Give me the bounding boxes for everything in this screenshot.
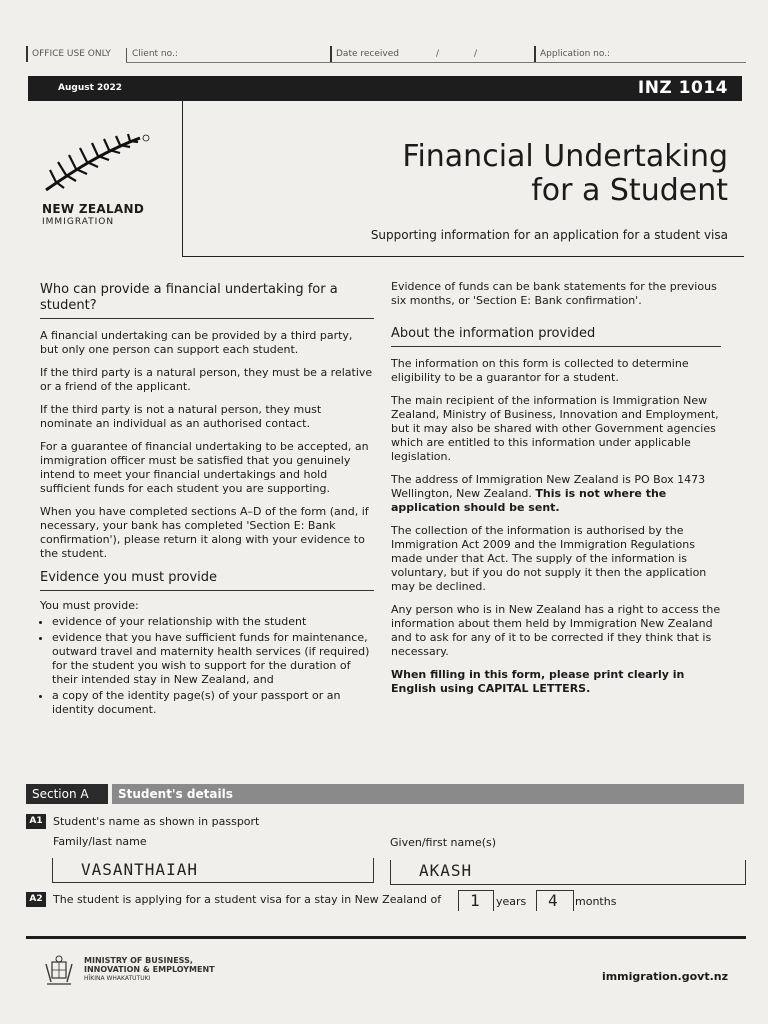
application-no-line xyxy=(534,62,746,63)
footer-rule xyxy=(26,936,746,939)
paragraph: Any person who is in New Zealand has a right to access the information about them held by Immigration New Zealand and to ask for any of it to be corrected if they think that is necessary. xyxy=(391,603,721,658)
address-text: The address of Immigration New Zealand is PO Box 1473 Wellington, New Zealand. xyxy=(391,473,706,500)
office-divider xyxy=(26,46,28,62)
header-rule xyxy=(182,256,744,257)
form-date: August 2022 xyxy=(58,83,123,93)
paragraph: A financial undertaking can be provided by a third party, but only one person can support each student. xyxy=(40,329,353,356)
header-divider xyxy=(182,101,183,256)
list-item: • evidence of your relationship with the student xyxy=(52,615,374,629)
paragraph: The main recipient of the information is Immigration New Zealand, Ministry of Business, Innovation and Employment, but it may also be shared with other Government agencies which are entitled to this information under applicable legislation. xyxy=(391,394,719,463)
list-item: • a copy of the identity page(s) of your passport or an identity document. xyxy=(52,689,374,717)
ministry-name xyxy=(84,956,215,983)
family-name-field[interactable] xyxy=(52,858,374,883)
date-slash: / xyxy=(436,49,440,59)
ministry-maori: HĪKINA WHAKATUTUKI xyxy=(84,975,151,982)
office-divider xyxy=(330,46,332,62)
org-name: NEW ZEALAND xyxy=(42,202,145,216)
date-received-line xyxy=(330,62,534,63)
months-label: months xyxy=(575,895,617,908)
paragraph: If the third party is not a natural person, they must nominate an individual as an authorised contact. xyxy=(40,403,322,430)
website-link[interactable]: immigration.govt.nz xyxy=(601,970,728,983)
list-item: • evidence that you have sufficient funds for maintenance, outward travel and maternity health services (if required) for the student you wish to support for the duration of their intended stay in New Zealand, and xyxy=(52,631,374,687)
question-number-a1: A1 xyxy=(26,814,46,829)
paragraph: The information on this form is collected to determine eligibility to be a guarantor for a student. xyxy=(391,357,689,384)
paragraph: The collection of the information is authorised by the Immigration Act 2009 and the Immigration Regulations made under that Act. The supply of the information is voluntary, but if you do not supply it then the application may be declined. xyxy=(391,524,707,593)
not-sent-warning: This is not where the application should be sent. xyxy=(391,487,667,514)
who-can-provide-heading: Who can provide a financial undertaking for a student? xyxy=(40,282,374,319)
capital-letters-instruction: When filling in this form, please print clearly in English using CAPITAL LETTERS. xyxy=(391,668,685,695)
evidence-heading: Evidence you must provide xyxy=(40,570,374,591)
months-value: 4 xyxy=(548,891,559,910)
about-info-heading: About the information provided xyxy=(391,326,721,347)
paragraph xyxy=(391,473,721,515)
paragraph: For a guarantee of financial undertaking to be accepted, an immigration officer must be satisfied that you genuinely intend to meet your financial undertakings and hold sufficient funds for each student you are supporting. xyxy=(40,440,369,495)
section-a-label: Section A xyxy=(26,784,108,804)
ministry-line: INNOVATION & EMPLOYMENT xyxy=(84,965,215,974)
a1-question: Student's name as shown in passport xyxy=(53,815,260,828)
years-value: 1 xyxy=(470,891,481,910)
date-slash: / xyxy=(474,49,478,59)
paragraph: You must provide: xyxy=(40,599,139,612)
silver-fern-logo-icon xyxy=(42,132,152,194)
page-title-line2: for a Student xyxy=(531,173,728,208)
application-no-label: Application no.: xyxy=(540,49,611,59)
years-field[interactable] xyxy=(458,890,494,911)
a2-question: The student is applying for a student visa for a stay in New Zealand of xyxy=(53,893,442,906)
office-use-bar xyxy=(26,46,746,64)
ministry-line: MINISTRY OF BUSINESS, xyxy=(84,956,193,965)
years-label: years xyxy=(496,895,527,908)
given-name-field[interactable] xyxy=(390,860,746,885)
right-column xyxy=(391,280,721,705)
family-name-value: VASANTHAIAH xyxy=(81,860,198,879)
client-no-line xyxy=(126,62,330,63)
section-a-bar xyxy=(26,784,744,804)
office-use-label: OFFICE USE ONLY xyxy=(32,49,111,59)
page-subtitle: Supporting information for an application for a student visa xyxy=(370,228,728,242)
org-subname: IMMIGRATION xyxy=(42,217,115,227)
family-name-label: Family/last name xyxy=(53,835,147,848)
given-name-label: Given/first name(s) xyxy=(390,836,497,849)
paragraph: Evidence of funds can be bank statements for the previous six months, or 'Section E: Bank confirmation'. xyxy=(391,280,717,307)
client-no-label: Client no.: xyxy=(132,49,178,59)
page-title: Financial Undertaking xyxy=(402,139,728,174)
office-divider xyxy=(126,48,127,62)
paragraph: When you have completed sections A–D of the form (and, if necessary, your bank has completed 'Section E: Bank confirmation'), please return it along with your evidence to the student. xyxy=(40,505,369,560)
evidence-list xyxy=(40,615,374,717)
header-bar xyxy=(28,76,742,101)
date-received-label: Date received xyxy=(336,49,399,59)
months-field[interactable] xyxy=(536,890,574,911)
given-name-value: AKASH xyxy=(419,861,473,880)
paragraph: If the third party is a natural person, they must be a relative or a friend of the applicant. xyxy=(40,366,373,393)
coat-of-arms-icon xyxy=(44,954,74,988)
question-number-a2: A2 xyxy=(26,892,46,907)
left-column xyxy=(40,282,374,719)
form-code: INZ 1014 xyxy=(637,78,728,98)
office-divider xyxy=(534,46,536,62)
section-a-title: Student's details xyxy=(112,784,744,804)
